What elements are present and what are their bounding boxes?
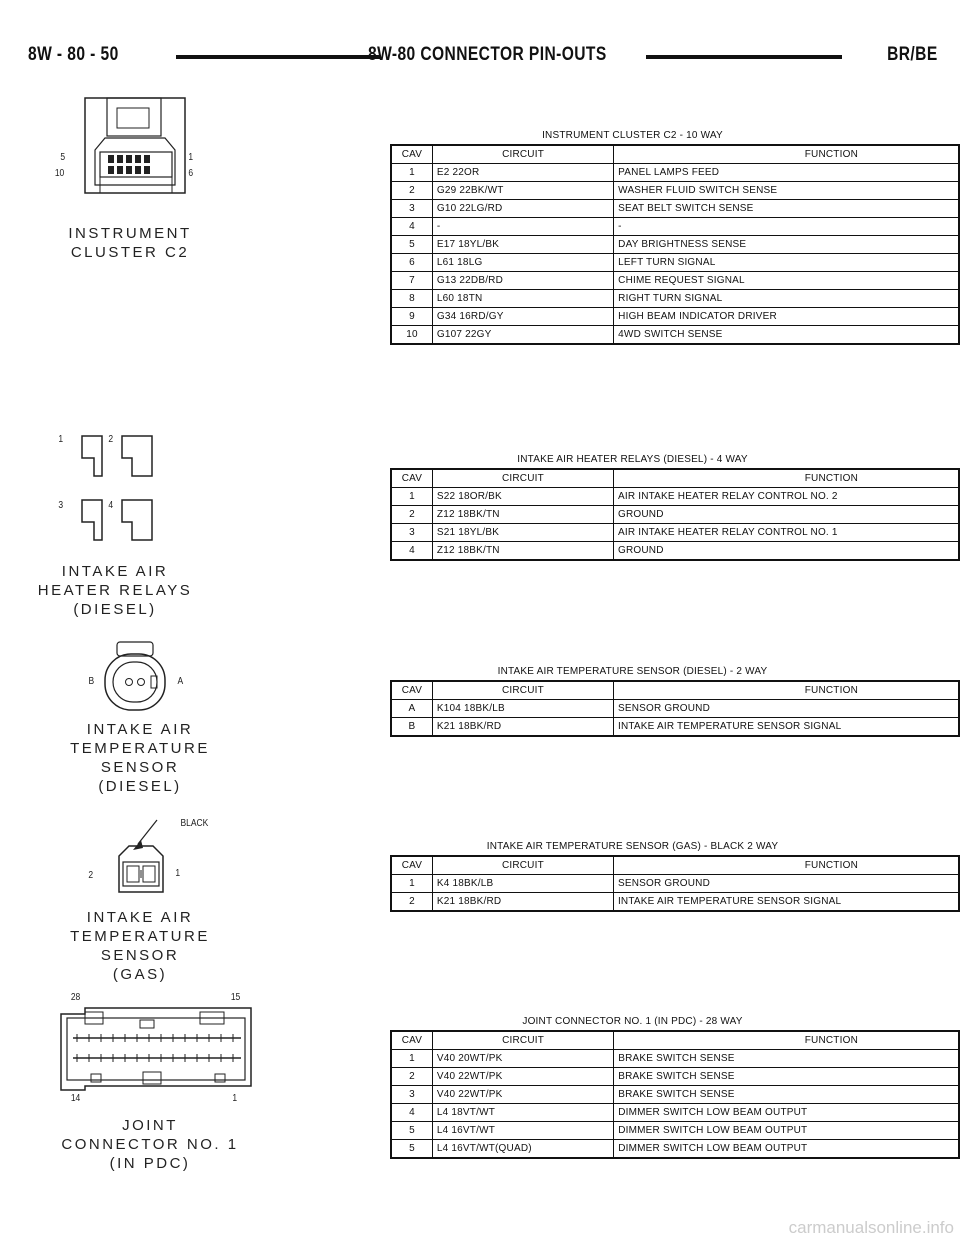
- pin-label: 1: [175, 868, 181, 879]
- header-rule-right: [646, 55, 842, 59]
- table-title: INTAKE AIR TEMPERATURE SENSOR (DIESEL) - 2 WAY: [497, 666, 768, 677]
- circuit-cell: V40 22WT/PK: [432, 1068, 613, 1086]
- table-row: [391, 308, 959, 326]
- cavity-cell: 4: [391, 542, 432, 561]
- cavity-cell: 9: [391, 308, 432, 326]
- function-cell: BRAKE SWITCH SENSE: [614, 1068, 959, 1086]
- pin-label: 10: [54, 168, 65, 179]
- watermark: carmanualsonline.info: [788, 1218, 954, 1237]
- column-header: FUNCTION: [613, 856, 959, 875]
- circuit-cell: S22 18OR/BK: [432, 488, 613, 506]
- pin-label: 5: [60, 152, 66, 163]
- cavity-cell: 2: [391, 506, 432, 524]
- pin-label: 1: [232, 1093, 238, 1104]
- column-header: CIRCUIT: [432, 856, 613, 875]
- pin-label: 2: [108, 434, 114, 445]
- function-cell: -: [614, 218, 959, 236]
- function-cell: SENSOR GROUND: [613, 700, 959, 718]
- column-header: FUNCTION: [613, 469, 959, 488]
- table-title: INSTRUMENT CLUSTER C2 - 10 WAY: [542, 130, 723, 141]
- table-row: [391, 236, 959, 254]
- table-title: INTAKE AIR TEMPERATURE SENSOR (GAS) - BLACK 2 WAY: [486, 841, 779, 852]
- function-cell: AIR INTAKE HEATER RELAY CONTROL NO. 2: [613, 488, 959, 506]
- circuit-cell: Z12 18BK/TN: [432, 542, 613, 561]
- circuit-cell: L60 18TN: [432, 290, 613, 308]
- cavity-cell: 2: [391, 182, 432, 200]
- function-cell: DIMMER SWITCH LOW BEAM OUTPUT: [614, 1122, 959, 1140]
- function-cell: LEFT TURN SIGNAL: [614, 254, 959, 272]
- column-header: CIRCUIT: [432, 681, 613, 700]
- table-row: [391, 200, 959, 218]
- column-header: CIRCUIT: [432, 469, 613, 488]
- cavity-cell: 2: [391, 893, 432, 912]
- circuit-cell: -: [432, 218, 613, 236]
- function-cell: BRAKE SWITCH SENSE: [614, 1050, 959, 1068]
- table-row: [391, 1068, 959, 1086]
- intake-air-temp-sensor-diesel-connector-drawing: [95, 636, 185, 716]
- function-cell: SEAT BELT SWITCH SENSE: [614, 200, 959, 218]
- column-header: CIRCUIT: [432, 1031, 613, 1050]
- function-cell: BRAKE SWITCH SENSE: [614, 1086, 959, 1104]
- table-row: [391, 875, 959, 893]
- cavity-cell: 1: [391, 1050, 432, 1068]
- cavity-cell: 1: [391, 164, 432, 182]
- function-cell: WASHER FLUID SWITCH SENSE: [614, 182, 959, 200]
- function-cell: DIMMER SWITCH LOW BEAM OUTPUT: [614, 1104, 959, 1122]
- circuit-cell: L61 18LG: [432, 254, 613, 272]
- table-header-row: [391, 469, 959, 488]
- header-rule-left: [176, 55, 381, 59]
- table-row: [391, 542, 959, 561]
- cavity-cell: 5: [391, 236, 432, 254]
- page-number: 8W - 80 - 50: [28, 44, 119, 65]
- circuit-cell: E2 22OR: [432, 164, 613, 182]
- table-header-row: [391, 1031, 959, 1050]
- circuit-cell: G34 16RD/GY: [432, 308, 613, 326]
- table-title: JOINT CONNECTOR NO. 1 (IN PDC) - 28 WAY: [522, 1016, 743, 1027]
- pinout-table-intake-air-temp-sensor-gas: [390, 855, 960, 912]
- model-code: BR/BE: [887, 44, 938, 65]
- pinout-table-intake-air-heater-relays: [390, 468, 960, 561]
- intake-air-temp-sensor-gas-connector-drawing: [105, 812, 185, 902]
- circuit-cell: K104 18BK/LB: [432, 700, 613, 718]
- circuit-cell: L4 18VT/WT: [432, 1104, 613, 1122]
- connector-title: INSTRUMENT CLUSTER C2: [68, 225, 192, 261]
- function-cell: AIR INTAKE HEATER RELAY CONTROL NO. 1: [613, 524, 959, 542]
- table-row: [391, 718, 959, 737]
- cavity-cell: 4: [391, 218, 432, 236]
- table-header-row: [391, 856, 959, 875]
- pin-label: A: [177, 676, 184, 687]
- cavity-cell: 10: [391, 326, 432, 345]
- function-cell: DIMMER SWITCH LOW BEAM OUTPUT: [614, 1140, 959, 1159]
- table-row: [391, 164, 959, 182]
- circuit-cell: G13 22DB/RD: [432, 272, 613, 290]
- pinout-table-joint-connector-no1: [390, 1030, 960, 1159]
- connector-title: INTAKE AIR TEMPERATURE SENSOR (DIESEL): [70, 721, 210, 795]
- connector-title: INTAKE AIR TEMPERATURE SENSOR (GAS): [70, 909, 210, 983]
- table-row: [391, 1140, 959, 1159]
- function-cell: SENSOR GROUND: [613, 875, 959, 893]
- cavity-cell: 1: [391, 488, 432, 506]
- table-title: INTAKE AIR HEATER RELAYS (DIESEL) - 4 WAY: [517, 454, 748, 465]
- cavity-cell: 3: [391, 200, 432, 218]
- pin-label: 2: [88, 870, 94, 881]
- cavity-cell: 3: [391, 524, 432, 542]
- function-cell: HIGH BEAM INDICATOR DRIVER: [614, 308, 959, 326]
- cavity-cell: 6: [391, 254, 432, 272]
- function-cell: INTAKE AIR TEMPERATURE SENSOR SIGNAL: [613, 893, 959, 912]
- page-header: [28, 44, 938, 74]
- cavity-cell: B: [391, 718, 432, 737]
- pinout-table-intake-air-temp-sensor-diesel: [390, 680, 960, 737]
- column-header: CAV: [391, 1031, 432, 1050]
- table-row: [391, 1050, 959, 1068]
- table-header-row: [391, 145, 959, 164]
- table-row: [391, 700, 959, 718]
- pin-label: 1: [188, 152, 194, 163]
- table-row: [391, 488, 959, 506]
- table-row: [391, 182, 959, 200]
- table-row: [391, 290, 959, 308]
- function-cell: 4WD SWITCH SENSE: [614, 326, 959, 345]
- circuit-cell: V40 20WT/PK: [432, 1050, 613, 1068]
- pin-label: 15: [230, 992, 241, 1003]
- function-cell: DAY BRIGHTNESS SENSE: [614, 236, 959, 254]
- function-cell: PANEL LAMPS FEED: [614, 164, 959, 182]
- circuit-cell: K21 18BK/RD: [432, 893, 613, 912]
- circuit-cell: G10 22LG/RD: [432, 200, 613, 218]
- color-label-black: BLACK: [180, 818, 209, 829]
- column-header: CAV: [391, 856, 432, 875]
- connector-title: JOINT CONNECTOR NO. 1 (IN PDC): [61, 1117, 239, 1172]
- pin-label: 14: [70, 1093, 81, 1104]
- function-cell: INTAKE AIR TEMPERATURE SENSOR SIGNAL: [613, 718, 959, 737]
- column-header: CIRCUIT: [432, 145, 613, 164]
- circuit-cell: K21 18BK/RD: [432, 718, 613, 737]
- circuit-cell: E17 18YL/BK: [432, 236, 613, 254]
- section-title: 8W-80 CONNECTOR PIN-OUTS: [368, 44, 607, 65]
- instrument-cluster-c2-connector-drawing: [60, 90, 200, 200]
- circuit-cell: G29 22BK/WT: [432, 182, 613, 200]
- table-header-row: [391, 681, 959, 700]
- cavity-cell: A: [391, 700, 432, 718]
- pin-label: 28: [70, 992, 81, 1003]
- intake-air-heater-relays-connector-drawing: [70, 428, 170, 558]
- column-header: FUNCTION: [614, 1031, 959, 1050]
- circuit-cell: V40 22WT/PK: [432, 1086, 613, 1104]
- cavity-cell: 5: [391, 1140, 432, 1159]
- column-header: FUNCTION: [613, 681, 959, 700]
- column-header: CAV: [391, 145, 432, 164]
- function-cell: RIGHT TURN SIGNAL: [614, 290, 959, 308]
- cavity-cell: 2: [391, 1068, 432, 1086]
- column-header: CAV: [391, 681, 432, 700]
- table-row: [391, 506, 959, 524]
- table-row: [391, 272, 959, 290]
- table-row: [391, 326, 959, 345]
- table-row: [391, 254, 959, 272]
- table-row: [391, 1086, 959, 1104]
- connector-title: INTAKE AIR HEATER RELAYS (DIESEL): [37, 563, 193, 618]
- table-row: [391, 1104, 959, 1122]
- function-cell: CHIME REQUEST SIGNAL: [614, 272, 959, 290]
- table-row: [391, 218, 959, 236]
- table-row: [391, 1122, 959, 1140]
- cavity-cell: 1: [391, 875, 432, 893]
- cavity-cell: 3: [391, 1086, 432, 1104]
- circuit-cell: G107 22GY: [432, 326, 613, 345]
- cavity-cell: 5: [391, 1122, 432, 1140]
- circuit-cell: L4 16VT/WT: [432, 1122, 613, 1140]
- pin-label: B: [88, 676, 95, 687]
- circuit-cell: L4 16VT/WT(QUAD): [432, 1140, 613, 1159]
- pinout-table-instrument-cluster-c2: [390, 144, 960, 345]
- pin-label: 1: [58, 434, 64, 445]
- column-header: CAV: [391, 469, 432, 488]
- pin-label: 3: [58, 500, 64, 511]
- cavity-cell: 4: [391, 1104, 432, 1122]
- circuit-cell: K4 18BK/LB: [432, 875, 613, 893]
- cavity-cell: 8: [391, 290, 432, 308]
- circuit-cell: S21 18YL/BK: [432, 524, 613, 542]
- table-row: [391, 893, 959, 912]
- pin-label: 4: [108, 500, 114, 511]
- pin-label: 6: [188, 168, 194, 179]
- column-header: FUNCTION: [614, 145, 959, 164]
- table-row: [391, 524, 959, 542]
- joint-connector-no1-drawing: [55, 1006, 255, 1092]
- circuit-cell: Z12 18BK/TN: [432, 506, 613, 524]
- function-cell: GROUND: [613, 506, 959, 524]
- function-cell: GROUND: [613, 542, 959, 561]
- cavity-cell: 7: [391, 272, 432, 290]
